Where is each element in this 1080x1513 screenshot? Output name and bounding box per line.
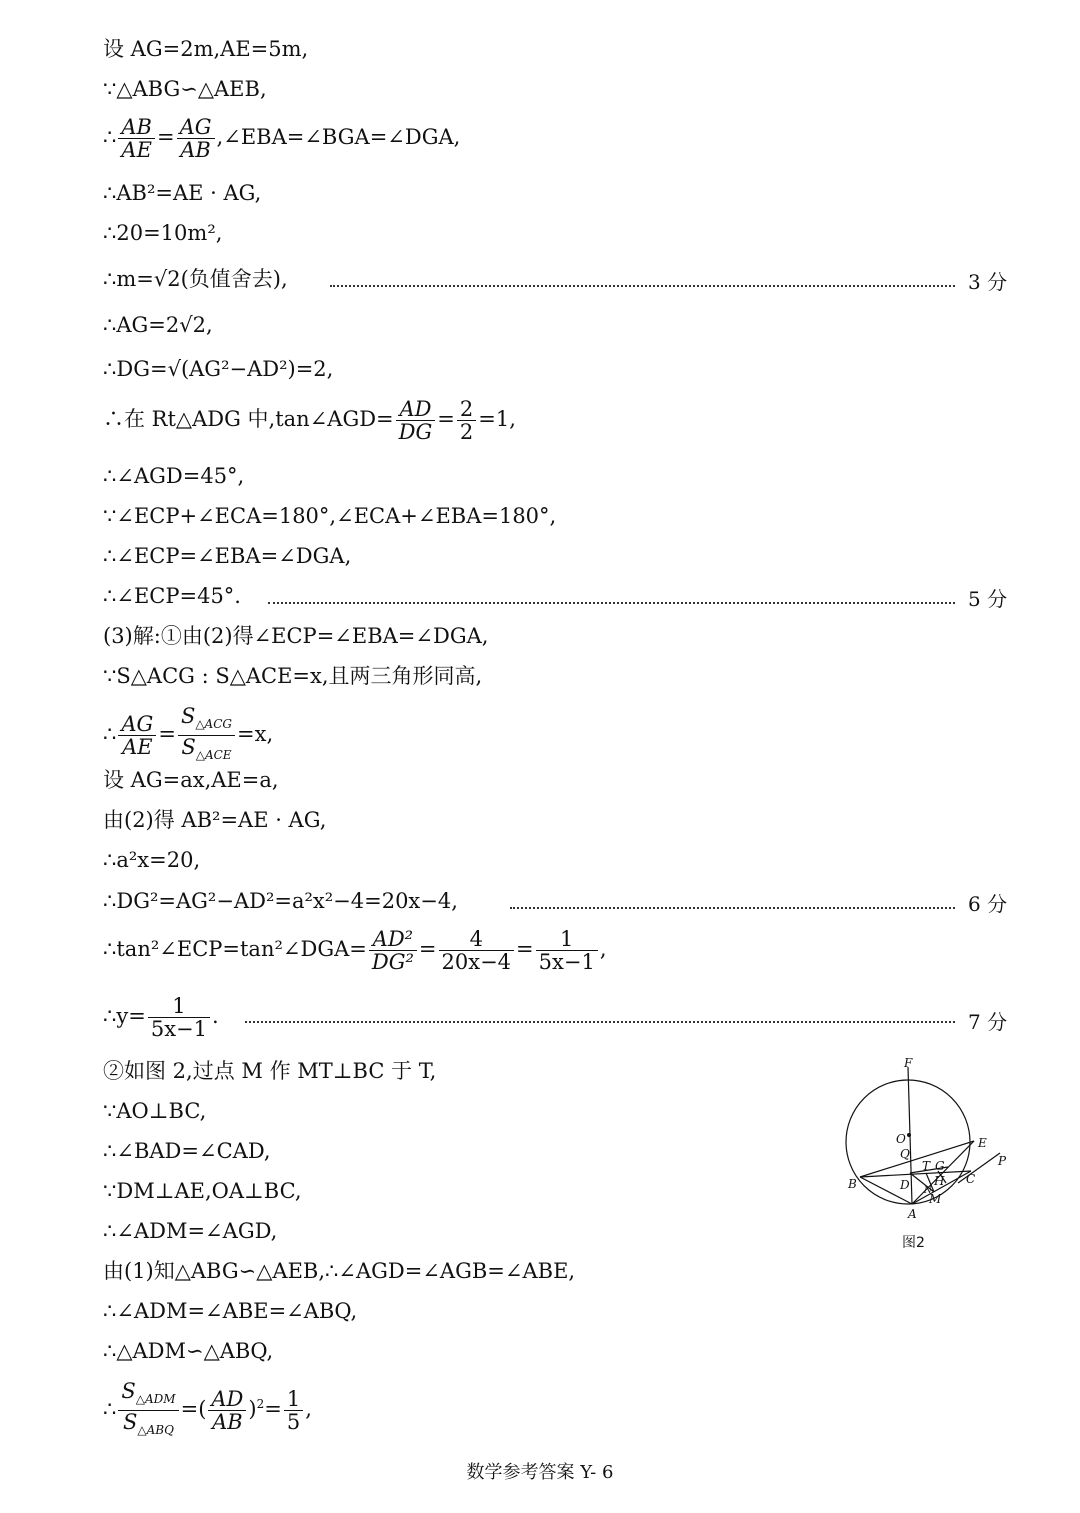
solution-line: ∴m=√2(负值舍去), xyxy=(103,267,288,291)
figure-label: H xyxy=(934,1174,945,1188)
solution-line: ∴∠ECP=45°. xyxy=(103,584,241,608)
fraction: $\frac{AG}{AB}$ xyxy=(177,116,215,161)
figure-label: T xyxy=(922,1159,931,1173)
solution-line: ∴y= $\frac{1}{5x-1}$ . xyxy=(103,994,219,1041)
solution-line: ∴a²x=20, xyxy=(103,848,201,872)
solution-line: ∴△ADM∽△ABQ, xyxy=(103,1339,274,1363)
figure-caption: 图2 xyxy=(902,1235,925,1251)
solution-line: ∴∠ADM=∠AGD, xyxy=(103,1219,278,1243)
solution-line: ∴∠ADM=∠ABE=∠ABQ, xyxy=(103,1299,358,1323)
solution-line: ∴ $\frac{AG}{AE}$ = $\frac{S_{\triangle ACG}}{S_{\triangle ACE}}$ =x, xyxy=(103,705,273,766)
solution-line: ∴∠ECP=∠EBA=∠DGA, xyxy=(103,544,352,568)
figure-label: D xyxy=(900,1178,910,1192)
geometry-figure xyxy=(838,1055,1018,1255)
dot-leader xyxy=(245,1021,955,1023)
solution-line: ∵∠ECP+∠ECA=180°,∠ECA+∠EBA=180°, xyxy=(103,504,557,528)
fraction: $\frac{4}{20x-4}$ xyxy=(439,928,515,973)
fraction: $\frac{1}{5x-1}$ xyxy=(148,995,210,1040)
dot-leader xyxy=(268,602,955,604)
solution-line: ∴在 Rt△ADG 中,tan∠AGD= $\frac{AD}{DG}$ = $\frac{2}{2}$ =1, xyxy=(103,397,516,444)
solution-line: ∴∠AGD=45°, xyxy=(103,464,245,488)
fraction: $\frac{2}{2}$ xyxy=(457,398,476,443)
solution-line: ∴DG=√(AG²−AD²)=2, xyxy=(103,357,334,381)
solution-line: ∴20=10m², xyxy=(103,221,223,245)
fraction: $\frac{\text{AD²}}{\text{DG²}}$ xyxy=(369,928,417,973)
figure-label: G xyxy=(935,1159,945,1173)
solution-line: ∵△ABG∽△AEB, xyxy=(103,77,267,101)
fraction: $\frac{1}{5x-1}$ xyxy=(536,928,598,973)
solution-line: ②如图 2,过点 M 作 MT⊥BC 于 T, xyxy=(103,1059,437,1083)
fraction: $\frac{AG}{AE}$ xyxy=(118,713,156,758)
solution-line: ∵S△ACG : S△ACE=x,且两三角形同高, xyxy=(103,664,483,688)
score-label: 7 分 xyxy=(968,1010,1008,1034)
fraction: $\frac{AD}{AB}$ xyxy=(208,1388,246,1433)
figure-label: C xyxy=(966,1172,976,1186)
score-label: 6 分 xyxy=(968,892,1008,916)
figure-label: P xyxy=(998,1154,1007,1168)
dot-leader xyxy=(330,285,955,287)
solution-line: ∵AO⊥BC, xyxy=(103,1099,207,1123)
fraction: $\frac{AB}{AE}$ xyxy=(118,116,155,161)
score-label: 3 分 xyxy=(968,270,1008,294)
dot-leader xyxy=(510,907,955,909)
solution-line: ∵DM⊥AE,OA⊥BC, xyxy=(103,1179,302,1203)
solution-line: ∴ $\frac{AB}{AE}$ = $\frac{AG}{AB}$ ,∠EBA=∠BGA=∠DGA, xyxy=(103,115,461,162)
solution-line: 由(1)知△ABG∽△AEB,∴∠AGD=∠AGB=∠ABE, xyxy=(103,1259,576,1283)
figure-label: F xyxy=(904,1056,913,1070)
solution-line: (3)解:①由(2)得∠ECP=∠EBA=∠DGA, xyxy=(103,624,489,648)
solution-line: 设 AG=2m,AE=5m, xyxy=(103,37,309,61)
fraction: $\frac{S_{\triangle ADM}}{S_{\triangle ABQ}}$ xyxy=(118,1380,178,1441)
solution-line: ∴AB²=AE · AG, xyxy=(103,181,262,205)
score-label: 5 分 xyxy=(968,587,1008,611)
figure-label: A xyxy=(908,1207,917,1221)
circle-diagram-icon xyxy=(838,1055,1018,1255)
solution-line: ∴tan²∠ECP=tan²∠DGA= $\frac{\text{AD²}}{\text{DG²}}$ = $\frac{4}{20x-4}$ = $\frac{1}{5x-1}$ , xyxy=(103,927,607,974)
figure-label: M xyxy=(929,1192,942,1206)
figure-label: O xyxy=(896,1132,906,1146)
figure-label: B xyxy=(848,1177,857,1191)
solution-line: ∴AG=2√2, xyxy=(103,313,213,337)
figure-label: Q xyxy=(900,1147,910,1161)
figure-label: E xyxy=(978,1136,987,1150)
solution-line: 由(2)得 AB²=AE · AG, xyxy=(103,808,327,832)
solution-line: ∴∠BAD=∠CAD, xyxy=(103,1139,271,1163)
page-footer: 数学参考答案 Y- 6 xyxy=(466,1462,614,1483)
solution-line: 设 AG=ax,AE=a, xyxy=(103,768,279,792)
figure-label: N xyxy=(924,1186,932,1196)
solution-line: ∴DG²=AG²−AD²=a²x²−4=20x−4, xyxy=(103,889,458,913)
fraction: $\frac{1}{5}$ xyxy=(284,1388,303,1433)
fraction: $\frac{S_{\triangle ACG}}{S_{\triangle ACE}}$ xyxy=(178,705,235,766)
solution-line: ∴ $\frac{S_{\triangle ADM}}{S_{\triangle ABQ}}$ =( $\frac{AD}{AB}$ )$^2$= $\frac{1}{5}$ , xyxy=(103,1380,312,1441)
fraction: $\frac{AD}{DG}$ xyxy=(396,398,436,443)
